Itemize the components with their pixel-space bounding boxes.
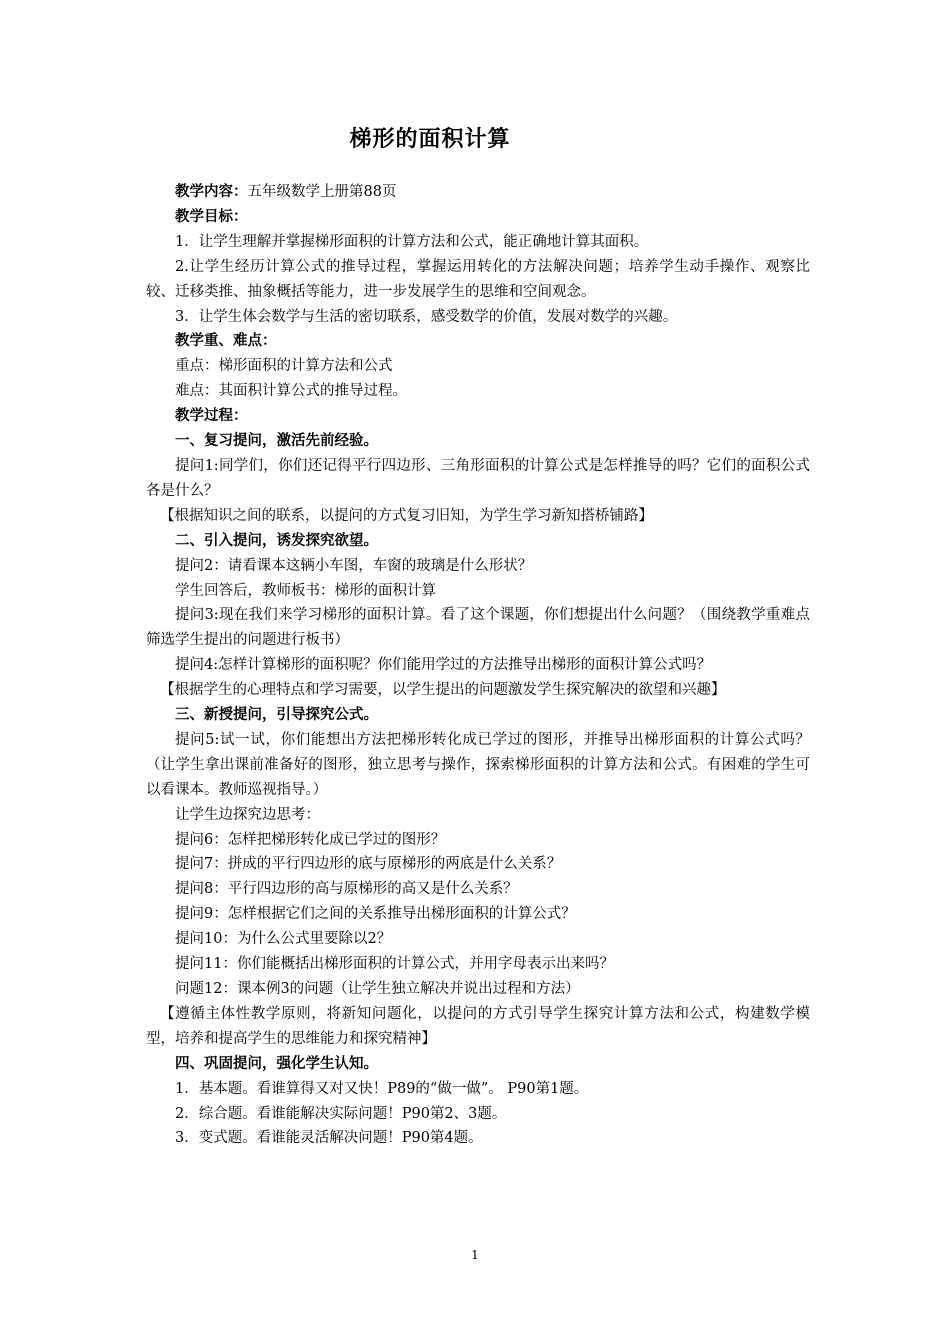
goals-heading: 教学目标： — [175, 208, 248, 225]
key-point: 重点：梯形面积的计算方法和公式 — [175, 358, 393, 375]
section-heading: 一、复习提问，激活先前经验。 — [175, 433, 378, 450]
teaching-content-value: 五年级数学上册第88页 — [247, 184, 397, 200]
document-body — [146, 180, 810, 1151]
exercise-item: 1．基本题。看谁算得又对又快！P89的“做一做”。 P90第1题。 — [175, 1080, 589, 1097]
question-item: 提问2：请看课本这辆小车图，车窗的玻璃是什么形状？ — [175, 557, 533, 574]
page-number: 1 — [471, 1248, 479, 1262]
question-item: 提问4:怎样计算梯形的面积呢？你们能用学过的方法推导出梯形的面积计算公式吗？ — [175, 657, 712, 674]
question-item: 问题12：课本例3的问题（让学生独立解决并说出过程和方法） — [175, 981, 580, 997]
goal-item: 2.让学生经历计算公式的推导过程，掌握运用转化的方法解决问题；培养学生动手操作、观察比较、迁移类推、抽象概括等能力，进一步发展学生的思维和空间观念。 — [146, 258, 810, 300]
goal-item: 3．让学生体会数学与生活的密切联系，感受数学的价值，发展对数学的兴趣。 — [175, 308, 678, 325]
teaching-content-label: 教学内容： — [175, 184, 248, 200]
question-item: 提问7：拼成的平行四边形的底与原梯形的两底是什么关系？ — [175, 856, 562, 873]
question-item: 提问11：你们能概括出梯形面积的计算公式，并用字母表示出来吗？ — [175, 956, 614, 973]
question-item: 提问5:试一试，你们能想出方法把梯形转化成已学过的图形，并推导出梯形面积的计算公式吗？（让学生拿出课前准备好的图形，独立思考与操作，探索梯形面积的计算方法和公式。有困难的学生可以看课本。教师巡视指导。） — [146, 731, 810, 798]
exercise-item: 3．变式题。看谁能灵活解决问题！P90第4题。 — [175, 1130, 483, 1147]
question-item: 提问6：怎样把梯形转化成已学过的图形？ — [175, 831, 446, 848]
board-note: 学生回答后，教师板书：梯形的面积计算 — [175, 582, 436, 599]
section-heading: 三、新授提问，引导探究公式。 — [175, 707, 378, 724]
design-note: 【根据知识之间的联系，以提问的方式复习旧知，为学生学习新知搭桥铺路】 — [160, 507, 653, 524]
think-prompt: 让学生边探究边思考： — [175, 806, 320, 823]
document-title: 梯形的面积计算 — [349, 127, 511, 152]
question-item: 提问8：平行四边形的高与原梯形的高又是什么关系？ — [175, 881, 518, 898]
exercise-item: 2．综合题。看谁能解决实际问题！P90第2、3题。 — [175, 1105, 507, 1122]
section-heading: 二、引入提问，诱发探究欲望。 — [175, 532, 378, 549]
question-item: 提问1:同学们，你们还记得平行四边形、三角形面积的计算公式是怎样推导的吗？它们的面积公式各是什么？ — [146, 457, 810, 499]
teaching-content-line — [146, 180, 810, 205]
question-item: 提问3:现在我们来学习梯形的面积计算。看了这个课题，你们想提出什么问题？（围绕教学重难点筛选学生提出的问题进行板书） — [146, 607, 810, 649]
section-heading: 四、巩固提问，强化学生认知。 — [175, 1055, 378, 1072]
goal-item: 1．让学生理解并掌握梯形面积的计算方法和公式，能正确地计算其面积。 — [175, 233, 649, 250]
difficult-point: 难点：其面积计算公式的推导过程。 — [175, 383, 407, 400]
design-note: 【根据学生的心理特点和学习需要，以学生提出的问题激发学生探究解决的欲望和兴趣】 — [160, 682, 726, 699]
design-note: 【遵循主体性教学原则，将新知问题化，以提问的方式引导学生探究计算方法和公式，构建数学模型，培养和提高学生的思维能力和探究精神】 — [146, 1005, 810, 1047]
key-points-heading: 教学重、难点： — [175, 333, 277, 350]
question-item: 提问9：怎样根据它们之间的关系推导出梯形面积的计算公式？ — [175, 906, 576, 923]
process-heading: 教学过程： — [175, 408, 248, 425]
question-item: 提问10：为什么公式里要除以2？ — [175, 931, 392, 948]
